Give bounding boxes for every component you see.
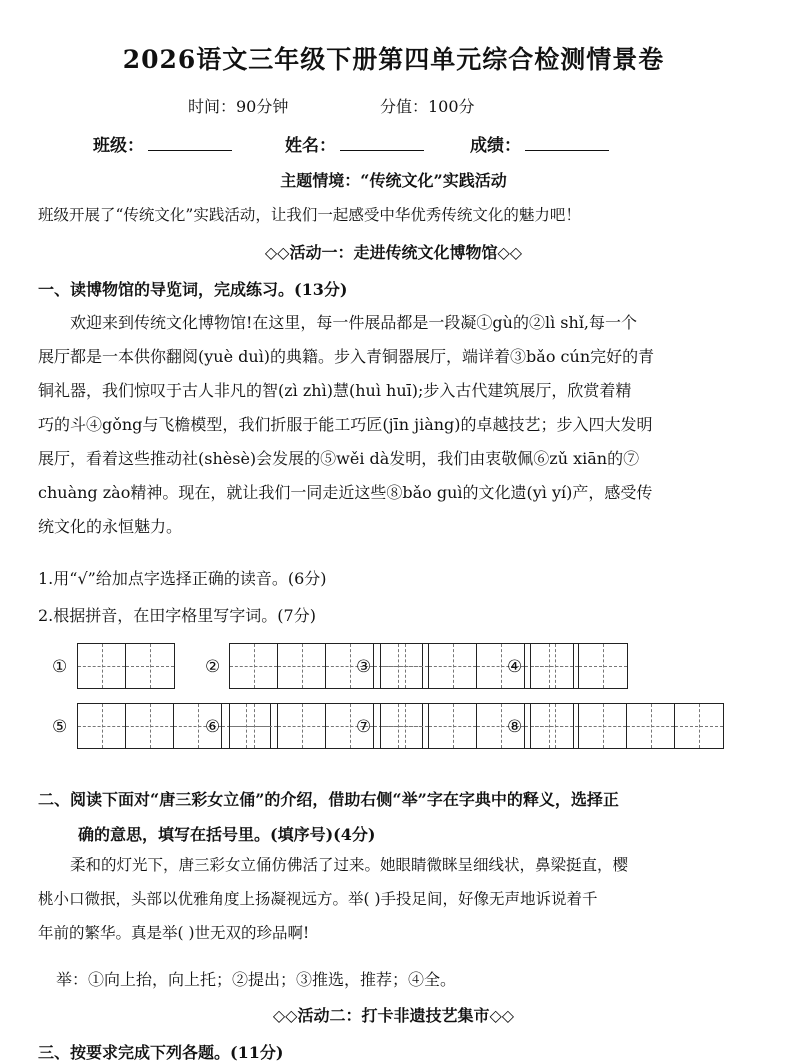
grid-cell[interactable] <box>126 644 174 688</box>
exam-score: 分值：100分 <box>380 97 475 116</box>
name-blank[interactable] <box>340 134 424 151</box>
class-blank[interactable] <box>148 134 232 151</box>
grid-cell[interactable] <box>627 704 675 748</box>
grid-cell[interactable] <box>78 704 126 748</box>
page-title: 2026语文三年级下册第四单元综合检测情景卷 <box>122 45 665 74</box>
grid-number: ① <box>52 657 68 677</box>
grid-cell[interactable] <box>531 704 579 748</box>
passage1-line: 统文化的永恒魅力。 <box>38 517 183 536</box>
grid-cell[interactable] <box>278 704 326 748</box>
passage1-line: 铜礼器，我们惊叹于古人非凡的智(zì zhì)慧(huì huī);步入古代建筑展厅，欣赏着精 <box>38 381 632 400</box>
grid-cell[interactable] <box>429 644 477 688</box>
writing-grid[interactable] <box>530 703 724 749</box>
passage1-line: 巧的斗④gǒng与飞檐模型，我们折服于能工巧匠(jīn jiàng)的卓越技艺；步入四大发明 <box>38 415 653 434</box>
intro-text: 班级开展了“传统文化”实践活动，让我们一起感受中华优秀传统文化的魅力吧！ <box>38 206 581 224</box>
grid-cell[interactable] <box>579 704 627 748</box>
grade-label: 成绩： <box>470 136 521 156</box>
name-field <box>285 131 424 156</box>
grid-number: ⑦ <box>356 717 372 737</box>
ju-meanings: 举：①向上抬，向上托；②提出；③推选，推荐；④全。 <box>56 970 457 989</box>
passage1-line: 展厅都是一本供你翻阅(yuè duì)的典籍。步入青铜器展厅，端详着③bǎo cún完好的青 <box>38 347 655 366</box>
passage1-line: chuàng zào精神。现在，就让我们一同走近这些⑧bǎo guì的文化遗(yì yí)产，感受传 <box>38 483 653 502</box>
grid-cell[interactable] <box>126 704 174 748</box>
grid-number: ⑤ <box>52 717 68 737</box>
passage1 <box>38 306 758 544</box>
q1-sub2: 2.根据拼音，在田字格里写字词。(7分) <box>38 606 316 625</box>
name-label: 姓名： <box>285 136 336 156</box>
grid-number: ④ <box>507 657 523 677</box>
grid-cell[interactable] <box>675 704 723 748</box>
class-label: 班级： <box>93 136 144 156</box>
activity2-heading: ◇◇活动二：打卡非遗技艺集市◇◇ <box>272 1006 515 1025</box>
writing-grid[interactable] <box>77 643 175 689</box>
grid-cell[interactable] <box>78 644 126 688</box>
grade-blank[interactable] <box>525 134 609 151</box>
class-field <box>93 131 232 156</box>
passage2-line: 柔和的灯光下，唐三彩女立俑仿佛活了过来。她眼睛微眯呈细线状，鼻梁挺直，樱 <box>70 856 629 874</box>
grid-cell[interactable] <box>381 704 429 748</box>
passage2-line: 桃小口微抿，头部以优雅角度上扬凝视远方。举( )手投足间，好像无声地诉说着千 <box>38 890 598 908</box>
activity1-heading: ◇◇活动一：走进传统文化博物馆◇◇ <box>264 243 523 262</box>
grid-cell[interactable] <box>278 644 326 688</box>
grid-cell[interactable] <box>579 644 627 688</box>
passage2-line: 年前的繁华。真是举( )世无双的珍品啊! <box>38 924 310 942</box>
exam-time: 时间：90分钟 <box>188 97 289 116</box>
passage1-line: 展厅，看着这些推动社(shèsè)会发展的⑤wěi dà发明，我们由衷敬佩⑥zǔ xiān的⑦ <box>38 449 640 468</box>
q3-title: 三、按要求完成下列各题。(11分) <box>38 1043 284 1062</box>
grid-number: ③ <box>356 657 372 677</box>
q2-title-line1: 二、阅读下面对“唐三彩女立俑”的介绍，借助右侧“举”字在字典中的释义，选择正 <box>38 790 619 809</box>
grid-cell[interactable] <box>381 644 429 688</box>
theme-heading: 主题情境：“传统文化”实践活动 <box>280 171 507 190</box>
q1-title: 一、读博物馆的导览词，完成练习。(13分) <box>38 280 348 299</box>
q2-title-line2: 确的意思，填写在括号里。(填序号)(4分) <box>78 825 376 844</box>
q1-sub1: 1.用“√”给加点字选择正确的读音。(6分) <box>38 569 327 588</box>
grid-cell[interactable] <box>230 644 278 688</box>
grid-number: ⑧ <box>507 717 523 737</box>
grid-number: ⑥ <box>205 717 221 737</box>
grade-field <box>470 131 609 156</box>
grid-cell[interactable] <box>429 704 477 748</box>
passage1-line: 欢迎来到传统文化博物馆!在这里，每一件展品都是一段凝①gù的②lì shǐ,每一个 <box>70 313 638 332</box>
grid-cell[interactable] <box>531 644 579 688</box>
passage2 <box>38 848 758 950</box>
grid-number: ② <box>205 657 221 677</box>
writing-grid[interactable] <box>530 643 628 689</box>
grid-cell[interactable] <box>230 704 278 748</box>
